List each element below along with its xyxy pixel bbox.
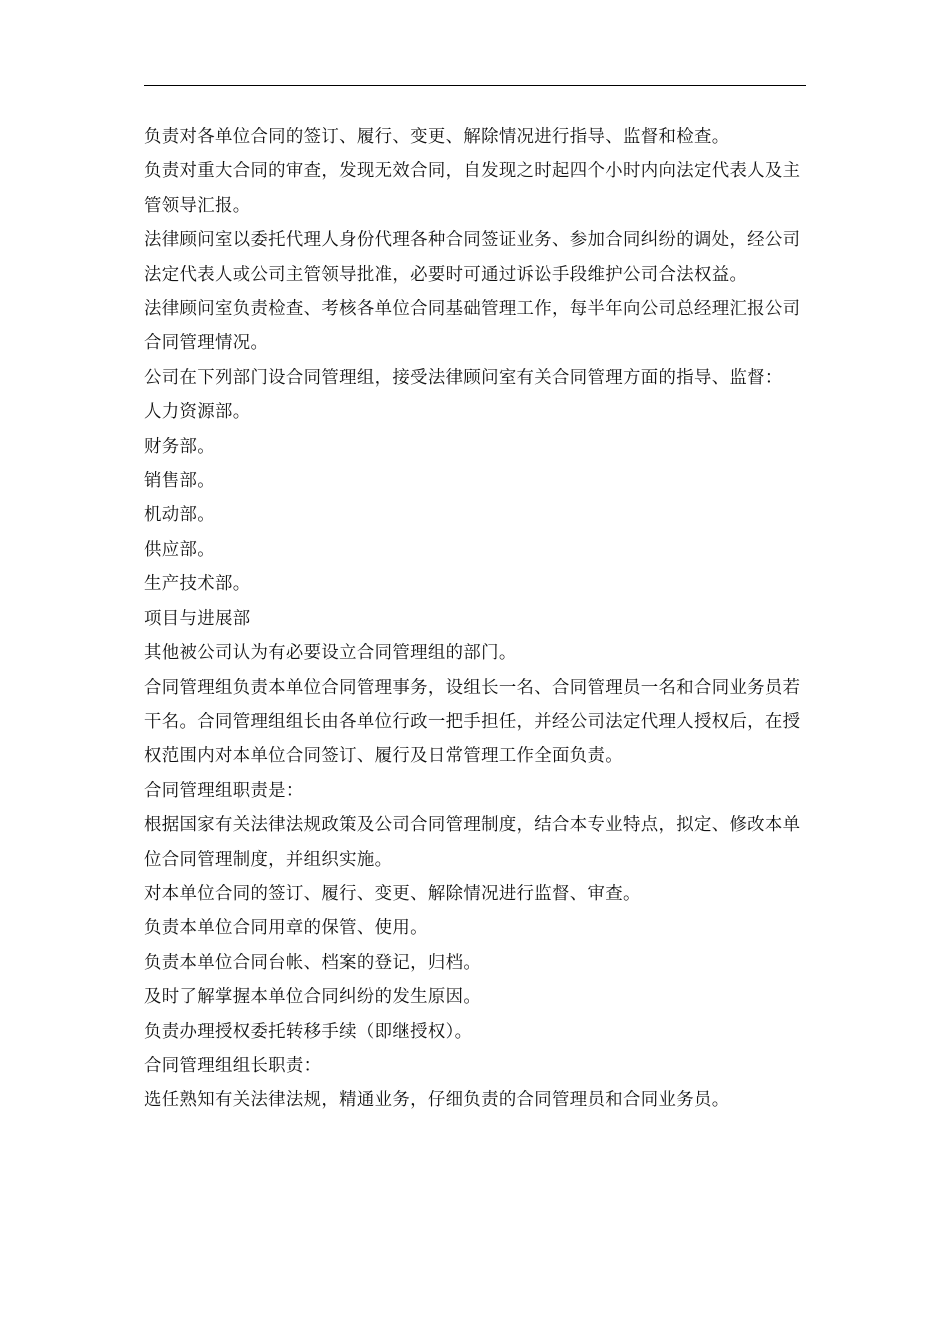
paragraph: 负责本单位合同用章的保管、使用。	[144, 918, 428, 939]
paragraph: 负责本单位合同台帐、档案的登记，归档。	[144, 952, 482, 973]
paragraph: 公司在下列部门设合同管理组，接受法律顾问室有关合同管理方面的指导、监督：	[144, 367, 783, 388]
paragraph: 负责对重大合同的审查，发现无效合同，自发现之时起四个小时内向法定代表人及主管领导汇报。	[144, 161, 801, 216]
document-body	[144, 120, 808, 1118]
paragraph: 及时了解掌握本单位合同纠纷的发生原因。	[144, 987, 482, 1008]
paragraph: 销售部。	[144, 471, 215, 492]
paragraph: 选任熟知有关法律法规，精通业务，仔细负责的合同管理员和合同业务员。	[144, 1090, 730, 1111]
paragraph: 法律顾问室负责检查、考核各单位合同基础管理工作，每半年向公司总经理汇报公司合同管理情况。	[144, 299, 801, 354]
paragraph: 供应部。	[144, 539, 215, 560]
paragraph: 机动部。	[144, 505, 215, 526]
paragraph: 其他被公司认为有必要设立合同管理组的部门。	[144, 643, 517, 664]
paragraph: 合同管理组职责是：	[144, 780, 304, 801]
paragraph: 法律顾问室以委托代理人身份代理各种合同签证业务、参加合同纠纷的调处，经公司法定代表人或公司主管领导批准，必要时可通过诉讼手段维护公司合法权益。	[144, 230, 801, 285]
paragraph: 项目与进展部	[144, 608, 251, 629]
header-rule	[144, 85, 806, 86]
paragraph: 合同管理组负责本单位合同管理事务，设组长一名、合同管理员一名和合同业务员若干名。合同管理组组长由各单位行政一把手担任，并经公司法定代理人授权后，在授权范围内对本单位合同签订、履行及日常管理工作全面负责。	[144, 677, 801, 767]
paragraph: 负责对各单位合同的签订、履行、变更、解除情况进行指导、监督和检查。	[144, 127, 730, 147]
paragraph: 对本单位合同的签订、履行、变更、解除情况进行监督、审查。	[144, 883, 641, 904]
paragraph: 财务部。	[144, 436, 215, 457]
paragraph: 生产技术部。	[144, 574, 251, 595]
paragraph: 合同管理组组长职责：	[144, 1055, 322, 1076]
paragraph: 负责办理授权委托转移手续（即继授权）。	[144, 1021, 473, 1042]
paragraph: 根据国家有关法律法规政策及公司合同管理制度，结合本专业特点，拟定、修改本单位合同管理制度，并组织实施。	[144, 815, 801, 870]
paragraph: 人力资源部。	[144, 402, 251, 423]
